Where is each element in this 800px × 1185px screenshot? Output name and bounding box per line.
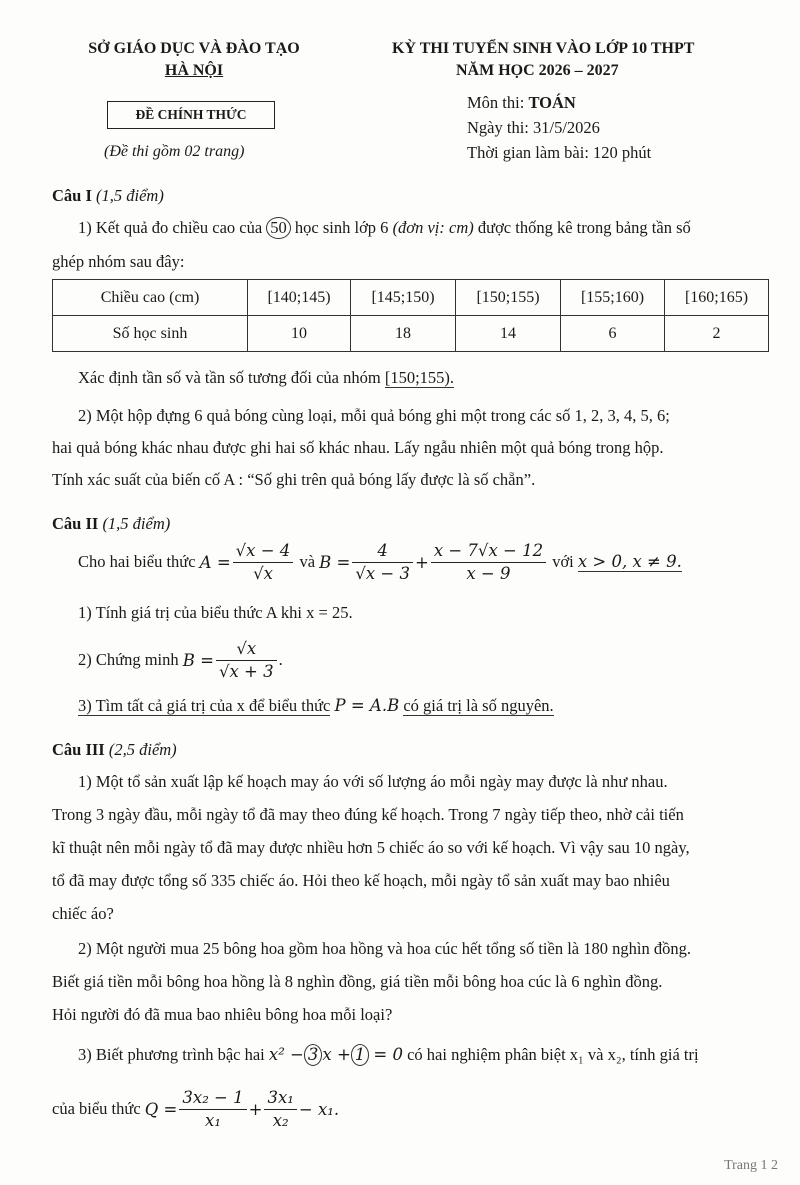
q1-p2-line3: Tính xác suất của biến cố A : “Số ghi trên quả bóng lấy được là số chẵn”. (52, 470, 536, 489)
q2-p2-text: 2) Chứng minh (78, 650, 179, 669)
fraction-denominator: x₂ (272, 1110, 289, 1130)
q1-p1-line2: ghép nhóm sau đây: (52, 252, 185, 271)
fraction-denominator: √x + 3 (218, 661, 274, 681)
q2-p2 (78, 636, 283, 684)
fraction-numerator: 3x₂ − 1 (179, 1088, 246, 1110)
q3-points: (2,5 điểm) (108, 740, 177, 759)
q1-p1-text-c: được thống kê trong bảng tần số (477, 218, 691, 237)
table-header-cell: Chiều cao (cm) (53, 280, 248, 316)
q1-heading (52, 184, 164, 208)
domain-condition: x > 0, x ≠ 9. (577, 552, 682, 571)
q3-p3-line1 (78, 1043, 699, 1067)
subject-label: Môn thi: (467, 93, 525, 112)
q1-title: Câu I (52, 186, 92, 205)
q3-title: Câu III (52, 740, 105, 759)
table-row (53, 280, 769, 316)
q1-p2-line1: 2) Một hộp đựng 6 quả bóng cùng loại, mỗi quả bóng ghi một trong các số 1, 2, 3, 4, 5, 6; (78, 406, 670, 425)
q1-ask-group: [150;155). (384, 368, 455, 387)
expr-Q-lhs: Q = (144, 1099, 178, 1119)
pages-note: (Đề thi gồm 02 trang) (104, 143, 245, 160)
q1-p1-line1 (78, 216, 691, 240)
q3-p1-line5: chiếc áo? (52, 904, 114, 923)
expr-B-simplified (216, 639, 277, 682)
circled-number: 50 (266, 217, 291, 239)
table-cell: 14 (456, 316, 561, 352)
expr-B-fraction-2 (431, 541, 546, 584)
plus-sign: + (248, 1099, 263, 1119)
q1-p2-line2: hai quả bóng khác nhau được ghi hai số khác nhau. Lấy ngẫu nhiên một quả bóng trong hộp. (52, 438, 664, 457)
expr-Q-tail: − x₁. (298, 1099, 340, 1119)
condition-label: với (552, 552, 574, 571)
expr-Q-fraction-2 (264, 1088, 296, 1131)
circled-constant: 1 (351, 1044, 370, 1066)
table-cell: [150;155) (456, 280, 561, 316)
department-block (60, 38, 328, 82)
table-cell: 2 (665, 316, 769, 352)
fraction-numerator: 4 (352, 541, 413, 563)
fraction-numerator: √x − 4 (233, 541, 294, 563)
equation-part: x + (322, 1045, 351, 1064)
table-cell: [155;160) (561, 280, 665, 316)
q3-p1-line2: Trong 3 ngày đầu, mỗi ngày tổ đã may theo đúng kế hoạch. Trong 7 ngày tiếp theo, nhờ cải tiến (52, 805, 684, 824)
q1-p1-ask (78, 366, 454, 390)
q1-points: (1,5 điểm) (96, 186, 164, 205)
table-cell: 6 (561, 316, 665, 352)
q1-p1-text: 1) Kết quả đo chiều cao của (78, 218, 263, 237)
q3-p1-line3: kĩ thuật nên mỗi ngày tổ đã may được nhiều hơn 5 chiếc áo so với kế hoạch. Vì vậy sau 10 ngày, (52, 838, 690, 857)
table-cell: [140;145) (248, 280, 351, 316)
q1-p1-text-b: học sinh lớp 6 (294, 218, 389, 237)
q3-p3-text-b: có hai nghiệm phân biệt x₁ và x₂, tính giá trị (407, 1045, 699, 1064)
expr-B-lhs: B = (319, 552, 351, 572)
q3-p1-line4: tổ đã may được tổng số 335 chiếc áo. Hỏi theo kế hoạch, mỗi ngày tổ sản xuất may bao nhiêu (52, 871, 670, 890)
department-name: SỞ GIÁO DỤC VÀ ĐÀO TẠO (88, 40, 300, 57)
exam-date: Ngày thi: 31/5/2026 (467, 118, 600, 137)
q1-unit: (đơn vị: cm) (392, 218, 474, 237)
subject-name: TOÁN (528, 93, 576, 112)
fraction-numerator: 3x₁ (264, 1088, 296, 1110)
q3-p2-line3: Hỏi người đó đã mua bao nhiêu bông hoa mỗi loại? (52, 1005, 393, 1024)
q2-heading (52, 512, 170, 536)
fraction-numerator: x − 7√x − 12 (431, 541, 546, 563)
exam-title-block (392, 38, 694, 82)
circled-coefficient: 3 (304, 1044, 323, 1066)
q2-intro: Cho hai biểu thức (78, 552, 196, 571)
expr-B-lhs: B = (182, 650, 214, 670)
fraction-numerator: √x (216, 639, 277, 661)
official-exam-box: ĐỀ CHÍNH THỨC (107, 101, 275, 129)
expr-Q-fraction-1 (179, 1088, 246, 1131)
plus-sign: + (414, 552, 429, 572)
table-cell: [160;165) (665, 280, 769, 316)
q3-p3-line2 (52, 1084, 339, 1134)
q1-ask-text: Xác định tần số và tần số tương đối của nhóm (78, 368, 381, 387)
q2-expressions (78, 538, 682, 586)
table-header-cell: Số học sinh (53, 316, 248, 352)
q2-p3 (78, 694, 554, 718)
page-number: Trang 1 2 (724, 1158, 778, 1173)
exam-info (467, 90, 651, 165)
exam-duration: Thời gian làm bài: 120 phút (467, 143, 652, 162)
exam-title: KỲ THI TUYỂN SINH VÀO LỚP 10 THPT (392, 40, 695, 57)
equation-part: x² − (268, 1045, 304, 1064)
expr-P: P = A.B (334, 696, 400, 715)
q2-p3-text: 3) Tìm tất cả giá trị của x để biểu thức (78, 696, 331, 715)
school-year: NĂM HỌC 2026 – 2027 (456, 62, 619, 79)
expr-A-lhs: A = (199, 552, 231, 572)
fraction-denominator: x₁ (205, 1110, 221, 1130)
period: . (278, 650, 283, 669)
table-cell: 10 (248, 316, 351, 352)
q2-title: Câu II (52, 514, 99, 533)
expr-B-fraction-1 (352, 541, 413, 584)
department-city: HÀ NỘI (164, 62, 224, 79)
table-cell: [145;150) (351, 280, 456, 316)
q2-points: (1,5 điểm) (102, 514, 171, 533)
q3-p2-line1: 2) Một người mua 25 bông hoa gồm hoa hồng và hoa cúc hết tổng số tiền là 180 nghìn đồng. (78, 939, 691, 958)
conjunction: và (299, 552, 316, 571)
q3-heading (52, 738, 177, 762)
q2-p1: 1) Tính giá trị của biểu thức A khi x = 25. (78, 603, 353, 622)
q3-p3-text: 3) Biết phương trình bậc hai (78, 1045, 265, 1064)
q3-p3-text-c: của biểu thức (52, 1099, 141, 1118)
fraction-denominator: √x (253, 563, 273, 583)
q3-p2-line2: Biết giá tiền mỗi bông hoa hồng là 8 nghìn đồng, giá tiền mỗi bông hoa cúc là 6 nghìn đồng. (52, 972, 663, 991)
table-row (53, 316, 769, 352)
fraction-denominator: x − 9 (466, 563, 511, 583)
q2-p3-text-b: có giá trị là số nguyên. (403, 696, 554, 715)
table-cell: 18 (351, 316, 456, 352)
frequency-table (52, 279, 769, 352)
q3-p1-line1: 1) Một tổ sản xuất lập kế hoạch may áo với số lượng áo mỗi ngày may được là như nhau. (78, 772, 668, 791)
expr-A-fraction (233, 541, 294, 584)
fraction-denominator: √x − 3 (355, 563, 410, 583)
equation-part: = 0 (373, 1045, 403, 1064)
